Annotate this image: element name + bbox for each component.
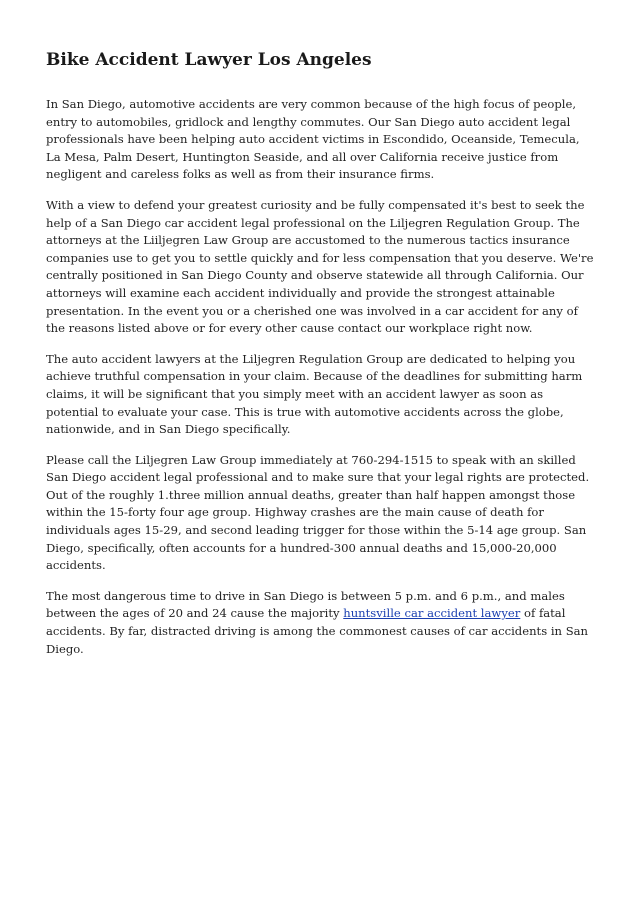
paragraph-5-text-after: of fatal accidents. By far, distracted driving is among the commonest causes of car accidents in San Diego. [46,606,589,656]
paragraph-4: Please call the Liljegren Law Group immediately at 760-294-1515 to speak with an skilled San Diego accident legal professional and to make sure that your legal rights are protected. Out of the roughly 1.three million annual deaths, greater than half happen amongst those within the 15-forty four age group. Highway crashes are the main cause of death for individuals ages 15-29, and second leading trigger for those within the 5-14 age group. San Diego, specifically, often accounts for a hundred-300 annual deaths and 15,000-20,000 accidents. [46,452,590,573]
paragraph-3: The auto accident lawyers at the Liljegren Regulation Group are dedicated to helping you achieve truthful compensation in your claim. Because of the deadlines for submitting harm claims, it will be significant that you simply meet with an accident lawyer as soon as potential to evaluate your case. This is true with automotive accidents across the globe, nationwide, and in San Diego specifically. [46,351,583,437]
huntsville-lawyer-link[interactable]: huntsville car accident lawyer [343,606,521,621]
paragraph-5-text-before: The most dangerous time to drive in San Diego is between 5 p.m. and 6 p.m., and males between the ages of 20 and 24 cause the majority [46,588,565,621]
page-title: Bike Accident Lawyer Los Angeles [46,50,372,70]
paragraph-2: With a view to defend your greatest curiosity and be fully compensated it's best to seek the help of a San Diego car accident legal professional on the Liljegren Regulation Group. The attorneys at the Liiljegren Law Group are accustomed to the numerous tactics insurance companies use to get you to settle quickly and for less compensation that you deserve. We're centrally positioned in San Diego County and observe statewide all through California. Our attorneys will examine each accident individually and provide the strongest attainable presentation. In the event you or a cherished one was involved in a car accident for any of the reasons listed above or for every other cause contact our workplace right now. [46,197,594,336]
paragraph-1: In San Diego, automotive accidents are very common because of the high focus of people, entry to automobiles, gridlock and lengthy commutes. Our San Diego auto accident legal professionals have been helping auto accident victims in Escondido, Oceanside, Temecula, La Mesa, Palm Desert, Huntington Seaside, and all over California receive justice from negligent and careless folks as well as from their insurance firms. [46,97,580,182]
paragraph-5 [46,588,596,658]
document-page [46,48,596,671]
